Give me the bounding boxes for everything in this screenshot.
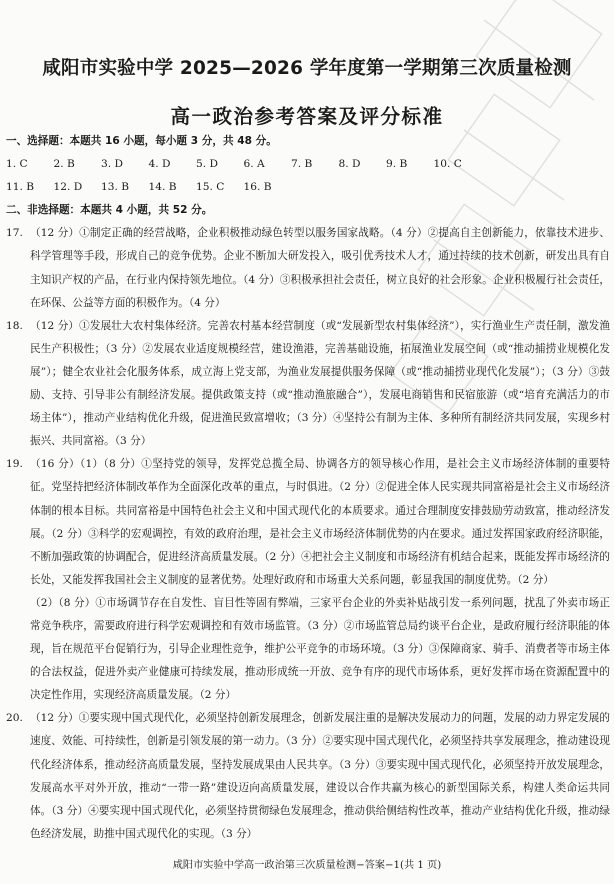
question-17 [6, 222, 610, 314]
answer-item: 9. B [386, 158, 408, 171]
answer-item: 7. B [291, 158, 313, 171]
answer-item: 5. D [196, 158, 218, 171]
question-answer-part2: （2）（8 分）①市场调节存在自发性、盲目性等固有弊端，三家平台企业的外卖补贴战引发一系列问题，扰乱了外卖市场正常竞争秩序，需要政府进行科学宏观调控和有效市场监管。（3 分）②市场监管总局约谈平台企业，是政府履行经济职能的体现，旨在规范平台促销行为，引导企业理性竞争，维护公平竞争的市场环境。（3 分）③保障商家、骑手、消费者等市场主体的合法权益，促进外卖产业健康可持续发展，推动形成统一开放、竞争有序的现代市场体系，更好发挥市场在资源配置中的决定性作用，实现经济高质量发展。（2 分） [30, 596, 610, 702]
answer-item: 1. C [6, 158, 28, 171]
question-answer: （12 分）①制定正确的经营战略，企业积极推动绿色转型以服务国家战略。（4 分）②提高自主创新能力，依靠技术进步、科学管理等手段，形成自己的竞争优势。企业不断加大研发投入，吸引优秀技术人才，通过持续的技术创新，研发出具有自主知识产权的产品，在行业内保持领先地位。（4 分）③积极承担社会责任，树立良好的社会形象。企业积极履行社会责任，在环保、公益等方面的积极作为。（4 分） [30, 227, 610, 309]
question-number: 19. [6, 458, 23, 471]
answer-item: 3. D [101, 158, 123, 171]
question-number: 20. [6, 712, 23, 725]
answer-item: 16. B [243, 181, 272, 194]
answer-content [6, 130, 610, 846]
section1-heading: 一、选择题：本题共 16 小题，每小题 3 分，共 48 分。 [6, 135, 277, 147]
question-number: 18. [6, 319, 23, 332]
answer-item: 12. D [53, 181, 83, 194]
answer-row-1 [6, 153, 610, 176]
question-19 [6, 453, 610, 707]
question-number: 17. [6, 227, 23, 240]
question-answer: （12 分）①发展壮大农村集体经济。完善农村基本经营制度（或“发展新型农村集体经济”），实行渔业生产责任制，激发渔民生产积极性；（3 分）②发展农业适度规模经营，建设渔港，完善基础设施，拓展渔业发展空间（或“推动捕捞业规模化发展”）；健全农业社会化服务体系，成立海上党支部，为渔业发展提供服务保障（或“推动捕捞业现代化发展”）；（3 分）③鼓励、支持、引导非公有制经济发展。提供政策支持（或“推动渔旅融合”），发展电商销售和民宿旅游（或“培育充满活力的市场主体”），推动产业结构优化升级，促进渔民致富增收；（3 分）④坚持公有制为主体、多种所有制经济共同发展，实现乡村振兴、共同富裕。（3 分） [30, 319, 610, 448]
question-18 [6, 315, 610, 454]
question-20 [6, 707, 610, 846]
section2-heading: 二、非选择题：本题共 4 小题，共 52 分。 [6, 204, 213, 217]
answer-row-2 [6, 176, 610, 199]
document-subtitle: 高一政治参考答案及评分标准 [170, 105, 444, 128]
answer-item: 10. C [433, 158, 462, 171]
answer-item: 13. B [101, 181, 129, 194]
answer-item: 11. B [6, 181, 34, 194]
answer-item: 15. C [196, 181, 225, 194]
answer-item: 6. A [243, 158, 265, 171]
answer-item: 2. B [53, 158, 75, 171]
answer-item: 14. B [148, 181, 177, 194]
question-answer: （12 分）①要实现中国式现代化，必须坚持创新发展理念，创新发展注重的是解决发展动力的问题，发展的动力界定发展的速度、效能、可持续性，创新是引领发展的第一动力。（3 分）②要实现中国式现代化，必须坚持共享发展理念，推动建设现代化经济体系，推动经济高质量发展，坚持发展成果由人民共享。（3 分）③要实现中国式现代化，必须坚持开放发展理念，发展高水平对外开放，推动“一带一路”建设迈向高质量发展，建设以合作共赢为核心的新型国际关系，构建人类命运共同体。（3 分）④要实现中国式现代化，必须坚持贯彻绿色发展理念，推动供给侧结构性改革，推动产业结构优化升级，推动绿色经济发展，助推中国式现代化的实现。（3 分） [30, 712, 610, 840]
page-footer: 咸阳市实验中学高一政治第三次质量检测−答案−1(共 1 页) [172, 860, 442, 871]
answer-item: 8. D [338, 158, 361, 171]
question-answer-part1: （16 分）（1）（8 分）①坚持党的领导，发挥党总揽全局、协调各方的领导核心作用，是社会主义市场经济体制的重要特征。党坚持把经济体制改革作为全面深化改革的重点，与时俱进。（2 分）②促进全体人民实现共同富裕是社会主义市场经济体制的根本目标。共同富裕是中国特色社会主义和中国式现代化的本质要求。通过合理制度安排鼓励劳动致富，推动经济发展。（2 分）③科学的宏观调控，有效的政府治理，是社会主义市场经济体制优势的内在要求。通过发挥国家政府经济职能，不断加强政策的协调配合，促进经济高质量发展。（2 分）④把社会主义制度和市场经济有机结合起来，既能发挥市场经济的长处，又能发挥我国社会主义制度的显著优势。处理好政府和市场重大关系问题，彰显我国的制度优势。（2 分） [30, 458, 610, 586]
answer-item: 4. D [148, 158, 171, 171]
document-title: 咸阳市实验中学 2025—2026 学年度第一学期第三次质量检测 [42, 58, 572, 79]
